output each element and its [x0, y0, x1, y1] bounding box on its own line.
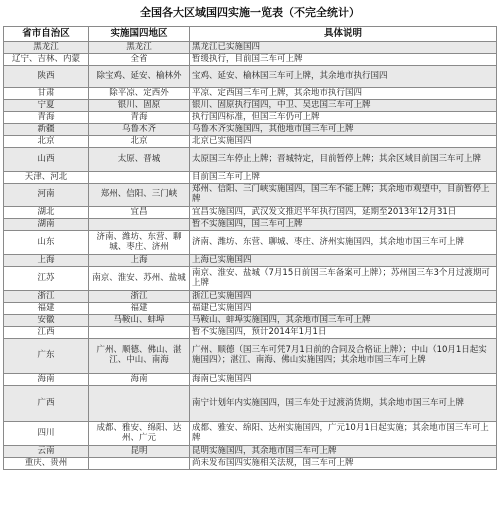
cell-province: 海南 [4, 374, 89, 386]
cell-description: 马鞍山、蚌埠实施国四，其余地市国三车可上牌 [190, 315, 497, 327]
cell-province: 湖北 [4, 207, 89, 219]
cell-description: 太原国三车停止上牌；晋城特定，目前暂停上牌；其余区域目前国三车可上牌 [190, 148, 497, 172]
cell-province: 江苏 [4, 267, 89, 291]
cell-areas [89, 458, 190, 470]
cell-description: 宜昌实施国四，武汉发文推迟半年执行国四，延期至2013年12月31日 [190, 207, 497, 219]
cell-description: 暂不实施国四，国三车可上牌 [190, 219, 497, 231]
table-row [4, 291, 497, 303]
cell-areas: 郑州、信阳、三门峡 [89, 184, 190, 207]
cell-areas: 上海 [89, 255, 190, 267]
cell-description: 执行国四标准，但国三车仍可上牌 [190, 112, 497, 124]
header-areas: 实施国四地区 [89, 27, 190, 42]
cell-description: 平凉、定西国三车可上牌，其余地市执行国四 [190, 88, 497, 100]
cell-areas: 广州、顺德、佛山、湛江、中山、南海 [89, 339, 190, 374]
cell-province: 北京 [4, 136, 89, 148]
cell-areas: 马鞍山、蚌埠 [89, 315, 190, 327]
table-row [4, 422, 497, 446]
cell-province: 甘肃 [4, 88, 89, 100]
cell-description: 银川、固原执行国四，中卫、吴忠国三车可上牌 [190, 100, 497, 112]
table-row [4, 148, 497, 172]
table-row [4, 446, 497, 458]
cell-areas: 全省 [89, 54, 190, 66]
cell-province: 河南 [4, 184, 89, 207]
header-description: 具体说明 [190, 27, 497, 42]
cell-description: 北京已实施国四 [190, 136, 497, 148]
cell-description: 福建已实施国四 [190, 303, 497, 315]
cell-description: 乌鲁木齐实施国四，其他地市国三车可上牌 [190, 124, 497, 136]
cell-province: 广东 [4, 339, 89, 374]
cell-province: 江西 [4, 327, 89, 339]
cell-description: 南京、淮安、盐城（7月15日前国三车备案可上牌）；苏州国三车3个月过渡期可上牌 [190, 267, 497, 291]
cell-areas: 除平凉、定西外 [89, 88, 190, 100]
table-row [4, 136, 497, 148]
cell-province: 浙江 [4, 291, 89, 303]
table-row [4, 42, 497, 54]
cell-areas: 海南 [89, 374, 190, 386]
table-row [4, 54, 497, 66]
table-row [4, 267, 497, 291]
cell-province: 重庆、贵州 [4, 458, 89, 470]
cell-areas: 昆明 [89, 446, 190, 458]
cell-description: 黑龙江已实施国四 [190, 42, 497, 54]
header-province: 省市自治区 [4, 27, 89, 42]
cell-description: 尚未发布国四实施相关法规，国三车可上牌 [190, 458, 497, 470]
table-row [4, 88, 497, 100]
cell-areas: 除宝鸡、延安、榆林外 [89, 66, 190, 88]
implementation-table [3, 26, 497, 470]
cell-province: 青海 [4, 112, 89, 124]
cell-areas: 宜昌 [89, 207, 190, 219]
cell-province: 新疆 [4, 124, 89, 136]
cell-description: 南宁计划年内实施国四，国三车处于过渡消货期，其余地市国三车可上牌 [190, 386, 497, 422]
cell-description: 暂缓执行，目前国三车可上牌 [190, 54, 497, 66]
cell-description: 广州、顺德（国三车可凭7月1日前的合同及合格证上牌）；中山（10月1日起实施国四）；湛江、南海、佛山实施国四；其余地市国三车可上牌 [190, 339, 497, 374]
cell-description: 昆明实施国四，其余地市国三车可上牌 [190, 446, 497, 458]
cell-areas: 南京、淮安、苏州、盐城 [89, 267, 190, 291]
cell-areas: 福建 [89, 303, 190, 315]
cell-description: 浙江已实施国四 [190, 291, 497, 303]
table-row [4, 112, 497, 124]
cell-province: 安徽 [4, 315, 89, 327]
cell-areas: 太原、晋城 [89, 148, 190, 172]
cell-description: 宝鸡、延安、榆林国三车可上牌，其余地市执行国四 [190, 66, 497, 88]
table-row [4, 66, 497, 88]
cell-areas: 北京 [89, 136, 190, 148]
table-row [4, 458, 497, 470]
cell-areas: 济南、潍坊、东营、聊城、枣庄、济州 [89, 231, 190, 255]
cell-province: 福建 [4, 303, 89, 315]
table-row [4, 315, 497, 327]
cell-province: 陕西 [4, 66, 89, 88]
cell-province: 四川 [4, 422, 89, 446]
table-row [4, 231, 497, 255]
cell-description: 海南已实施国四 [190, 374, 497, 386]
cell-description: 上海已实施国四 [190, 255, 497, 267]
cell-province: 广西 [4, 386, 89, 422]
cell-province: 湖南 [4, 219, 89, 231]
table-row [4, 255, 497, 267]
table-row [4, 184, 497, 207]
cell-province: 辽宁、吉林、内蒙 [4, 54, 89, 66]
table-row [4, 374, 497, 386]
cell-description: 目前国三车可上牌 [190, 172, 497, 184]
cell-areas [89, 327, 190, 339]
cell-areas [89, 219, 190, 231]
cell-province: 上海 [4, 255, 89, 267]
cell-description: 郑州、信阳、三门峡实施国四，国三车不能上牌；其余地市观望中，目前暂停上牌 [190, 184, 497, 207]
cell-areas: 青海 [89, 112, 190, 124]
cell-province: 宁夏 [4, 100, 89, 112]
cell-description: 济南、潍坊、东营、聊城、枣庄、济州实施国四，其余地市国三车可上牌 [190, 231, 497, 255]
table-row [4, 386, 497, 422]
table-row [4, 207, 497, 219]
table-row [4, 327, 497, 339]
table-row [4, 172, 497, 184]
cell-province: 云南 [4, 446, 89, 458]
cell-province: 山西 [4, 148, 89, 172]
table-header-row [4, 27, 497, 42]
cell-province: 山东 [4, 231, 89, 255]
table-row [4, 124, 497, 136]
table-row [4, 219, 497, 231]
cell-description: 暂不实施国四，预计2014年1月1日 [190, 327, 497, 339]
table-row [4, 303, 497, 315]
cell-province: 黑龙江 [4, 42, 89, 54]
table-row [4, 339, 497, 374]
cell-areas [89, 172, 190, 184]
cell-areas: 乌鲁木齐 [89, 124, 190, 136]
cell-areas: 成都、雅安、绵阳、达州、广元 [89, 422, 190, 446]
cell-areas: 浙江 [89, 291, 190, 303]
cell-description: 成都、雅安、绵阳、达州实施国四，广元10月1日起实施；其余地市国三车可上牌 [190, 422, 497, 446]
table-row [4, 100, 497, 112]
cell-areas: 银川、固原 [89, 100, 190, 112]
table-title: 全国各大区域国四实施一览表（不完全统计） [140, 6, 360, 19]
cell-areas: 黑龙江 [89, 42, 190, 54]
table-body [4, 42, 497, 470]
cell-areas [89, 386, 190, 422]
cell-province: 天津、河北 [4, 172, 89, 184]
